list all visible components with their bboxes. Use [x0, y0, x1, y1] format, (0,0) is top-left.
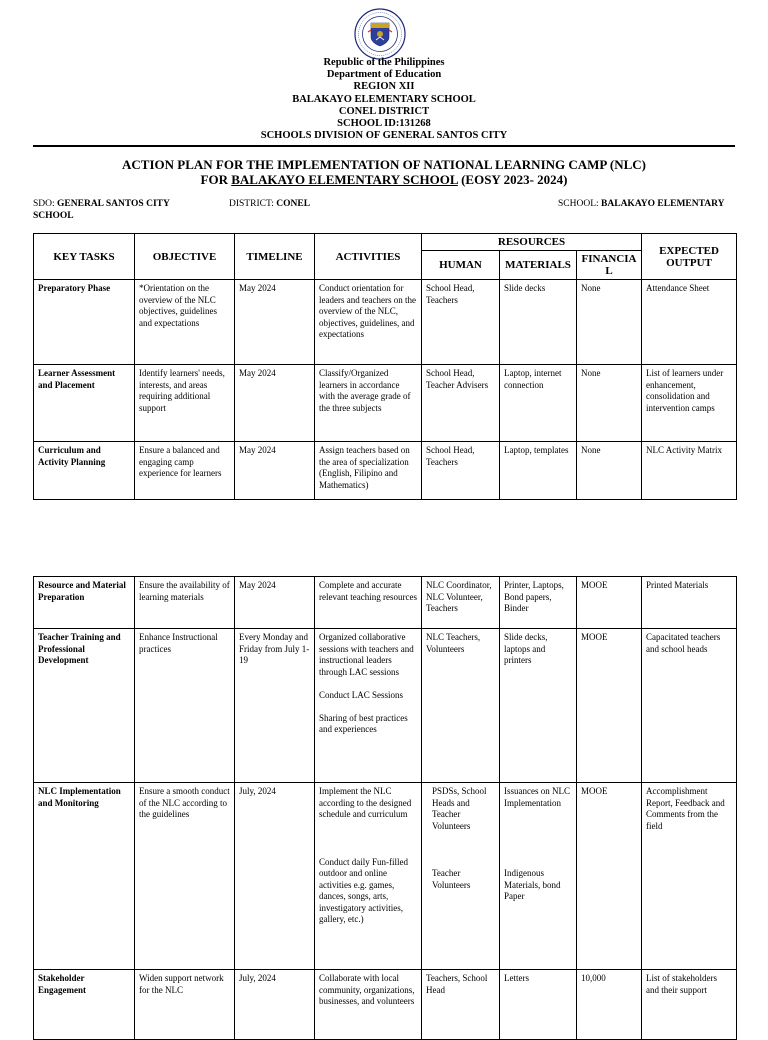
district-info [229, 198, 310, 210]
title-prefix: FOR [200, 172, 232, 187]
cell-expected-output: NLC Activity Matrix [642, 442, 737, 500]
table-row [34, 577, 737, 629]
title-suffix: (EOSY 2023- 2024) [457, 172, 568, 187]
deped-seal-logo [354, 8, 406, 60]
cell-human: NLC Coordinator, NLC Volunteer, Teachers [422, 577, 500, 629]
action-plan-table [33, 233, 737, 500]
cell-objective: Ensure a smooth conduct of the NLC according to the guidelines [135, 783, 235, 970]
sdo-value-continued: SCHOOL [33, 211, 74, 221]
sdo-label: SDO: [33, 199, 58, 209]
cell-materials: Slide decks, laptops and printers [500, 629, 577, 783]
col-header-human: HUMAN [422, 251, 500, 280]
table-row [34, 783, 737, 970]
col-header-timeline: TIMELINE [235, 234, 315, 280]
cell-expected-output: Accomplishment Report, Feedback and Comments from the field [642, 783, 737, 970]
cell-expected-output: Capacitated teachers and school heads [642, 629, 737, 783]
cell-objective: Ensure the availability of learning materials [135, 577, 235, 629]
cell-key-task: Stakeholder Engagement [34, 970, 135, 1040]
title-line-2 [0, 172, 768, 187]
cell-human: School Head, Teachers [422, 280, 500, 365]
header-line-region: REGION XII [353, 81, 415, 93]
cell-activities: Organized collaborative sessions with teachers and instructional leaders through LAC sessions Conduct LAC Sessions Sharing of best practices and experiences [315, 629, 422, 783]
header-divider [33, 145, 735, 147]
cell-key-task: NLC Implementation and Monitoring [34, 783, 135, 970]
cell-expected-output: List of stakeholders and their support [642, 970, 737, 1040]
activity-implement: Implement the NLC according to the designed schedule and curriculum [319, 786, 412, 819]
cell-activities: Classify/Organized learners in accordance with the average grade of the three subjects [315, 365, 422, 442]
cell-materials: Laptop, internet connection [500, 365, 577, 442]
col-header-resources: RESOURCES [422, 234, 642, 251]
header-line-school-id: SCHOOL ID:131268 [337, 118, 431, 130]
cell-financial: MOOE [577, 783, 642, 970]
cell-materials: Laptop, templates [500, 442, 577, 500]
cell-financial: None [577, 365, 642, 442]
header-line-division: SCHOOLS DIVISION OF GENERAL SANTOS CITY [260, 130, 508, 142]
cell-objective: Ensure a balanced and engaging camp experience for learners [135, 442, 235, 500]
cell-human: Teachers, School Head [422, 970, 500, 1040]
cell-financial: MOOE [577, 577, 642, 629]
cell-objective: Enhance Instructional practices [135, 629, 235, 783]
cell-activities: Complete and accurate relevant teaching resources [315, 577, 422, 629]
cell-materials [500, 783, 577, 970]
school-info [558, 198, 724, 210]
action-plan-table-continued [33, 576, 737, 1040]
cell-financial: None [577, 442, 642, 500]
cell-materials: Letters [500, 970, 577, 1040]
header-line-department: Department of Education [326, 69, 442, 81]
title-school-name: BALAKAYO ELEMENTARY SCHOOL [231, 172, 458, 187]
table-row [34, 970, 737, 1040]
district-value: CONEL [276, 199, 311, 209]
col-header-objective: OBJECTIVE [135, 234, 235, 280]
cell-human [422, 783, 500, 970]
cell-activities [315, 783, 422, 970]
cell-objective: *Orientation on the overview of the NLC objectives, guidelines and expectations [135, 280, 235, 365]
cell-materials: Slide decks [500, 280, 577, 365]
school-label: SCHOOL: [558, 199, 602, 209]
human-teacher-volunteers: Teacher Volunteers [432, 868, 471, 890]
cell-key-task: Resource and Material Preparation [34, 577, 135, 629]
cell-objective: Identify learners' needs, interests, and areas requiring additional support [135, 365, 235, 442]
materials-indigenous: Indigenous Materials, bond Paper [504, 868, 561, 901]
table-row [34, 365, 737, 442]
sdo-value: GENERAL SANTOS CITY [57, 199, 170, 209]
cell-timeline: May 2024 [235, 442, 315, 500]
cell-timeline: Every Monday and Friday from July 1-19 [235, 629, 315, 783]
cell-key-task: Learner Assessment and Placement [34, 365, 135, 442]
cell-activities: Assign teachers based on the area of specialization (English, Filipino and Mathematics) [315, 442, 422, 500]
cell-key-task: Teacher Training and Professional Development [34, 629, 135, 783]
header-line-district: CONEL DISTRICT [338, 105, 430, 117]
col-header-activities: ACTIVITIES [315, 234, 422, 280]
cell-timeline: May 2024 [235, 577, 315, 629]
cell-financial: 10,000 [577, 970, 642, 1040]
table-row [34, 280, 737, 365]
cell-expected-output: Attendance Sheet [642, 280, 737, 365]
cell-activities: Collaborate with local community, organizations, businesses, and volunteers [315, 970, 422, 1040]
cell-key-task: Curriculum and Activity Planning [34, 442, 135, 500]
cell-objective: Widen support network for the NLC [135, 970, 235, 1040]
district-label: DISTRICT: [229, 199, 277, 209]
cell-materials: Printer, Laptops, Bond papers, Binder [500, 577, 577, 629]
header-line-republic: Republic of the Philippines [323, 57, 445, 68]
cell-timeline: July, 2024 [235, 783, 315, 970]
col-header-expected-output: EXPECTED OUTPUT [642, 234, 737, 280]
cell-human: NLC Teachers, Volunteers [422, 629, 500, 783]
col-header-financial: FINANCIA L [577, 251, 642, 280]
human-psdss: PSDSs, School Heads and Teacher Volunteers [432, 786, 487, 831]
title-line-1: ACTION PLAN FOR THE IMPLEMENTATION OF NATIONAL LEARNING CAMP (NLC) [122, 157, 646, 172]
cell-human: School Head, Teacher Advisers [422, 365, 500, 442]
cell-timeline: May 2024 [235, 280, 315, 365]
table-row [34, 442, 737, 500]
school-value: BALAKAYO ELEMENTARY [601, 199, 725, 209]
cell-expected-output: Printed Materials [642, 577, 737, 629]
cell-activities: Conduct orientation for leaders and teachers on the overview of the NLC, objectives, guidelines, and expectations [315, 280, 422, 365]
cell-expected-output: List of learners under enhancement, consolidation and intervention camps [642, 365, 737, 442]
cell-financial: None [577, 280, 642, 365]
cell-key-task: Preparatory Phase [34, 280, 135, 365]
cell-human: School Head, Teachers [422, 442, 500, 500]
header-line-school: BALAKAYO ELEMENTARY SCHOOL [292, 93, 476, 105]
document-title [0, 157, 768, 187]
school-header [0, 57, 768, 142]
activity-fun-filled: Conduct daily Fun-filled outdoor and online activities e.g. games, dances, songs, arts, investigatory activities, gallery, etc.) [319, 856, 408, 924]
table-row [34, 629, 737, 783]
sdo-info [33, 198, 170, 222]
materials-issuances: Issuances on NLC Implementation [504, 786, 570, 808]
cell-timeline: July, 2024 [235, 970, 315, 1040]
col-header-materials: MATERIALS [500, 251, 577, 280]
col-header-key-tasks: KEY TASKS [34, 234, 135, 280]
cell-financial: MOOE [577, 629, 642, 783]
cell-timeline: May 2024 [235, 365, 315, 442]
